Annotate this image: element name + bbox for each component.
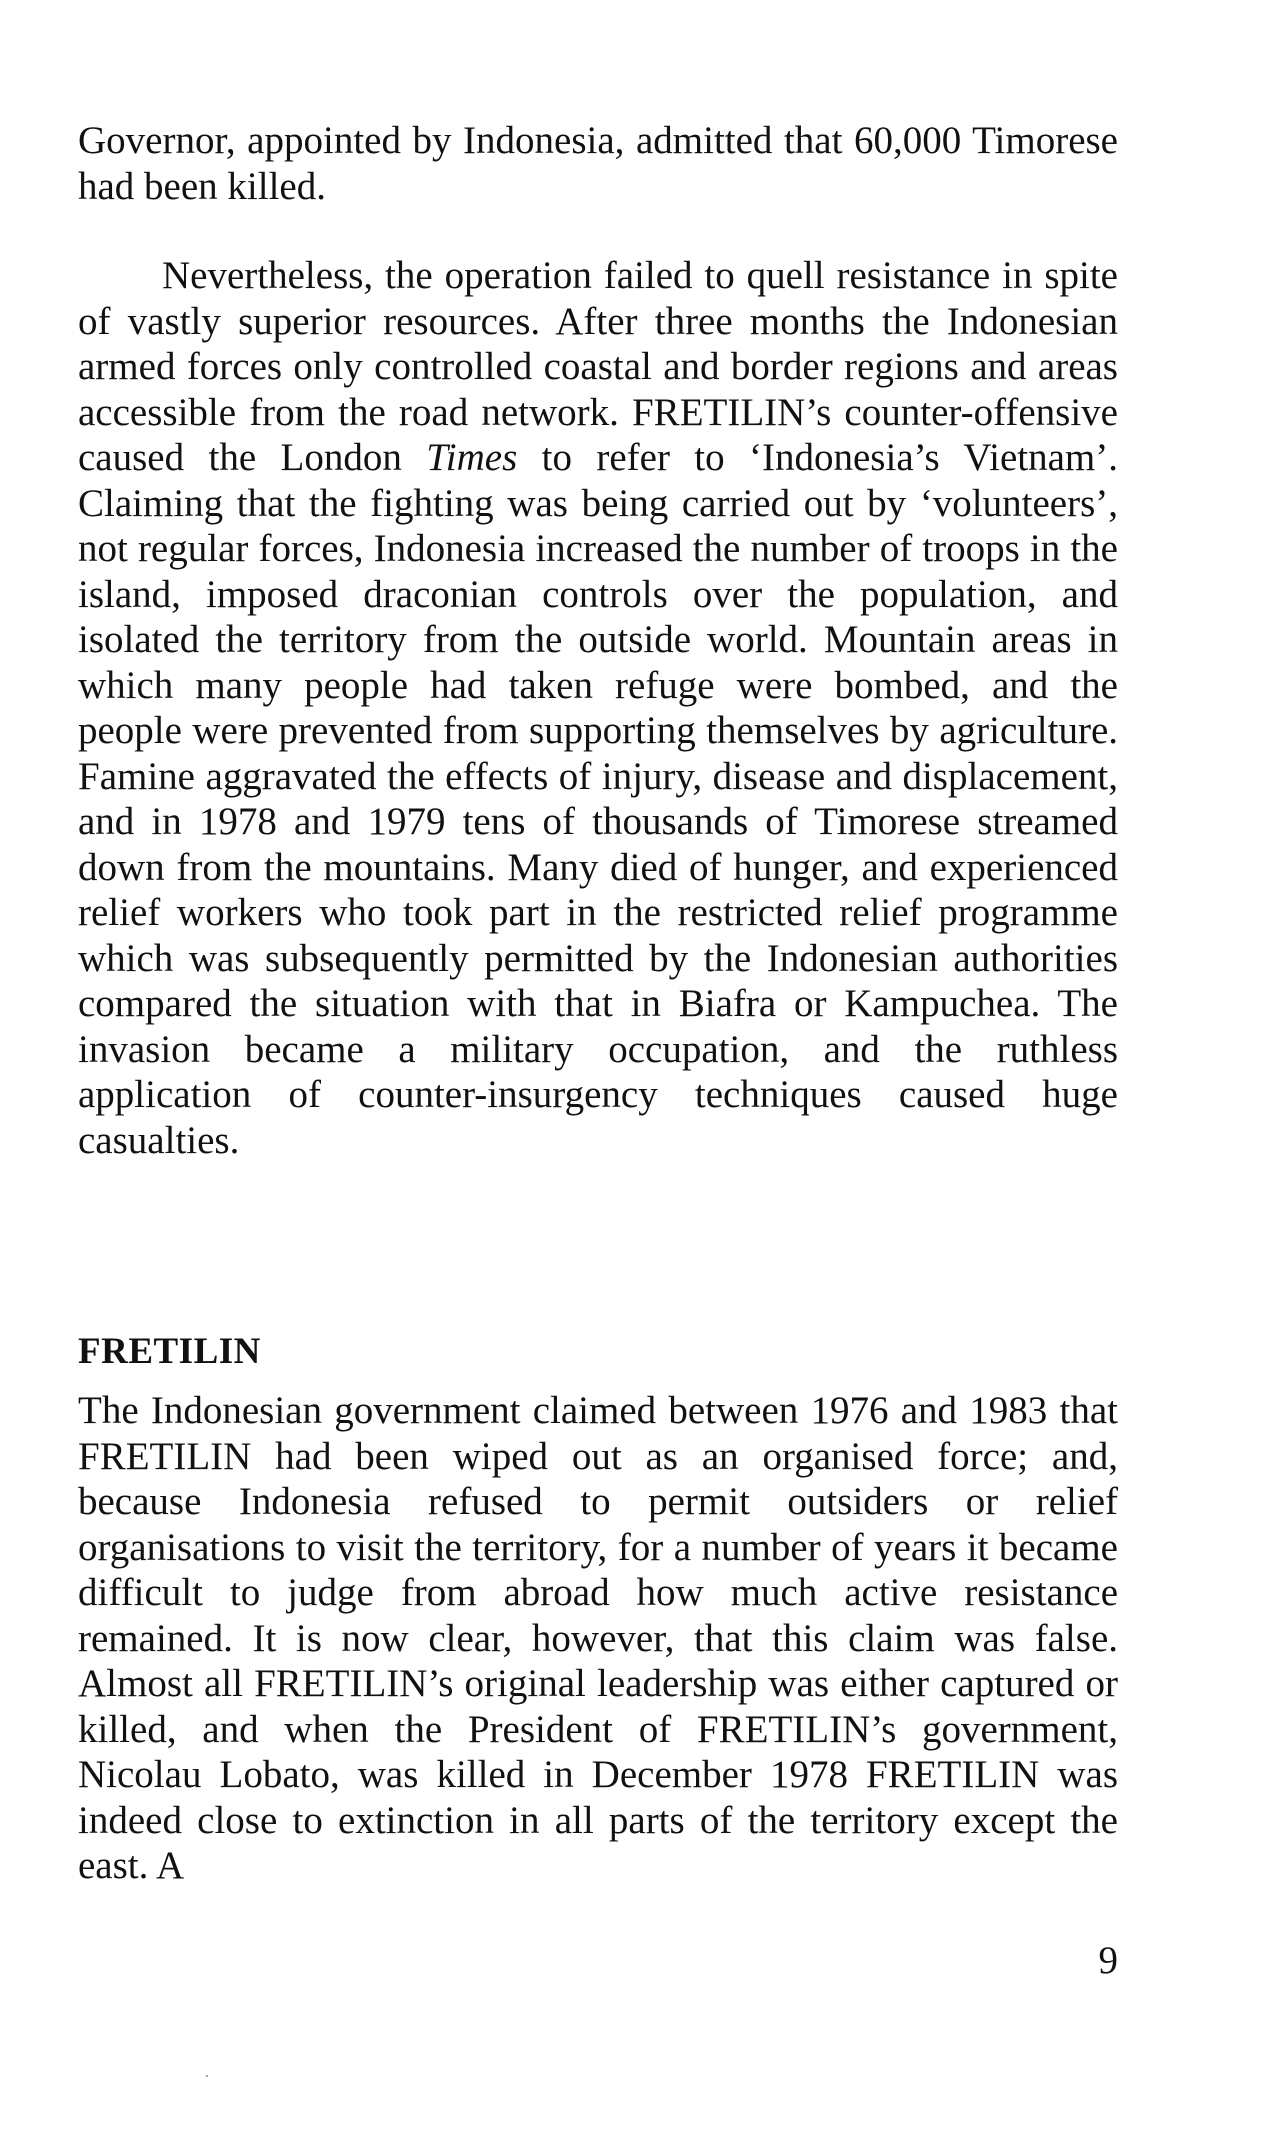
paragraph-text-part: Nevertheless, the operation failed to quell resistance in spite of vastly superior resources. After three months the Indonesian armed forces only controlled coastal and border regions and areas accessible from the road network. FRETILIN’s counter-offensive caused the London (78, 254, 1118, 479)
newspaper-title-italic: Times (426, 436, 518, 479)
paragraph-text-part: to refer to ‘Indonesia’s Vietnam’. Claiming that the fighting was being carried out by ‘volunteers’, not regular forces, Indonesia increased the number of troops in the island, imposed draconian controls over the population, and isolated the territory from the outside world. Mountain areas in which many people had taken refuge were bombed, and the people were prevented from supporting themselves by agriculture. Famine aggravated the effects of injury, disease and displacement, and in 1978 and 1979 tens of thousands of Timorese streamed down from the mountains. Many died of hunger, and experienced relief workers who took part in the restricted relief programme which was subsequently permitted by the Indonesian authorities compared the situation with that in Biafra or Kampuchea. The invasion became a military occupation, and the ruthless application of counter-insurgency techniques caused huge casualties. (78, 436, 1118, 1162)
paragraph-operation-failed (78, 253, 1118, 1163)
page-number: 9 (1098, 1939, 1118, 1982)
paragraph-governor-killed: Governor, appointed by Indonesia, admitted that 60,000 Timorese had been killed. (78, 119, 1118, 208)
section-heading: FRETILIN (78, 1331, 261, 1372)
scan-speck (206, 2075, 208, 2077)
paragraph-fretilin-claims: The Indonesian government claimed between 1976 and 1983 that FRETILIN had been wiped out as an organised force; and, because Indonesia refused to permit outsiders or relief organisations to visit the territory, for a number of years it became difficult to judge from abroad how much active resistance remained. It is now clear, however, that this claim was false. Almost all FRETILIN’s original leadership was either captured or killed, and when the President of FRETILIN’s government, Nicolau Lobato, was killed in December 1978 FRETILIN was indeed close to extinction in all parts of the territory except the east. A (78, 1389, 1118, 1887)
